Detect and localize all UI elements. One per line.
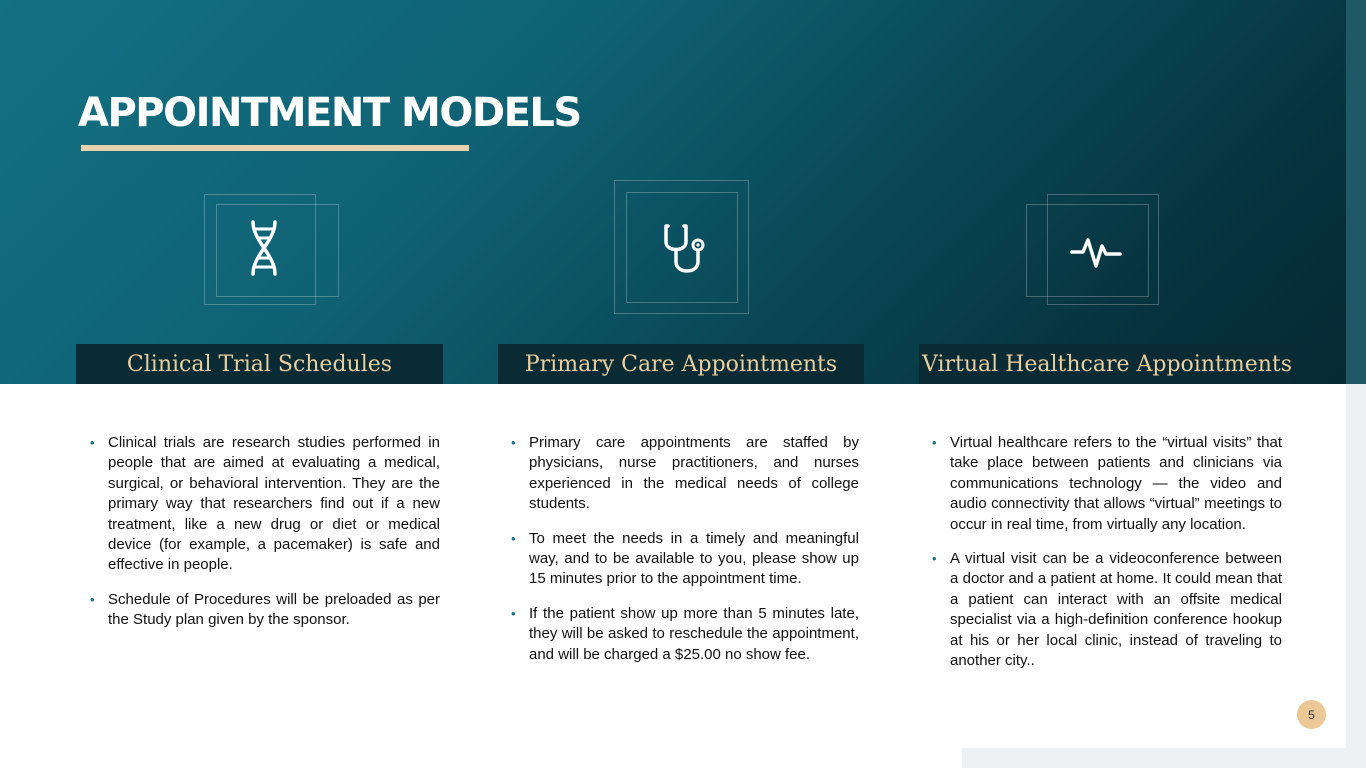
page-number-badge: 5 xyxy=(1297,700,1326,729)
clinical-trial-bullet-list xyxy=(88,433,440,631)
dna-icon xyxy=(244,219,284,277)
virtual-healthcare-bullet-list xyxy=(930,433,1282,671)
virtual-healthcare-body xyxy=(930,433,1282,685)
title-underline xyxy=(81,145,469,151)
clinical-trial-body xyxy=(88,433,440,645)
clinical-trial-schedules-header: Clinical Trial Schedules xyxy=(76,344,443,384)
bullet-item: • Virtual healthcare refers to the “virtual visits” that take place between patients and clinicians via communications technology — the video and audio connectivity that allows “virtual” meetings to occur in real time, from virtually any location. xyxy=(930,433,1282,535)
slide-title: APPOINTMENT MODELS xyxy=(78,90,581,136)
bullet-item: • Schedule of Procedures will be preloaded as per the Study plan given by the sponsor. xyxy=(88,590,440,631)
bullet-item: • To meet the needs in a timely and meaningful way, and to be available to you, please show up 15 minutes prior to the appointment time. xyxy=(509,529,859,590)
primary-care-appointments-header: Primary Care Appointments xyxy=(498,344,864,384)
frame-right-dark-decoration xyxy=(1346,0,1366,384)
stethoscope-icon xyxy=(660,222,706,278)
frame-bottom-decoration xyxy=(962,748,1366,768)
bullet-item: • Clinical trials are research studies performed in people that are aimed at evaluating a medical, surgical, or behavioral intervention. They are the primary way that researchers find out if a new treatment, like a new drug or diet or medical device (for example, a pacemaker) is safe and effective in people. xyxy=(88,433,440,576)
bullet-item: • If the patient show up more than 5 minutes late, they will be asked to reschedule the appointment, and will be charged a $25.00 no show fee. xyxy=(509,604,859,665)
bullet-item: • A virtual visit can be a videoconference between a doctor and a patient at home. It could mean that a patient can interact with an offsite medical specialist via a high-definition conference hookup at his or her local clinic, instead of traveling to another city.. xyxy=(930,549,1282,671)
heartbeat-icon xyxy=(1070,234,1122,270)
bullet-item: • Primary care appointments are staffed by physicians, nurse practitioners, and nurses experienced in the medical needs of college students. xyxy=(509,433,859,515)
primary-care-bullet-list xyxy=(509,433,859,665)
virtual-healthcare-appointments-header: Virtual Healthcare Appointments xyxy=(919,344,1295,384)
primary-care-body xyxy=(509,433,859,679)
